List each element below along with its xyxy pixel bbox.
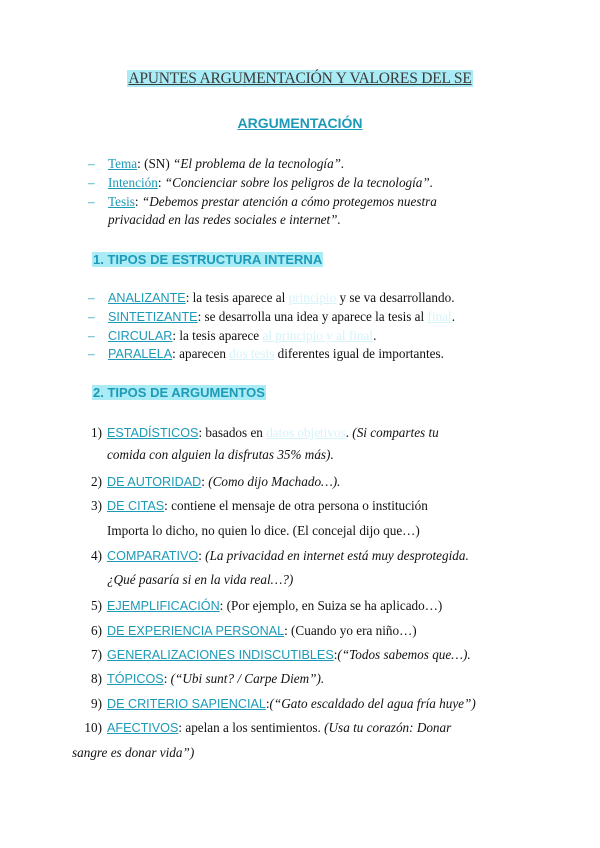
- section-heading-arguments: 2. TIPOS DE ARGUMENTOS: [93, 385, 265, 400]
- item-label: Tema: [108, 156, 138, 171]
- dash-bullet: –: [88, 328, 95, 343]
- dash-bullet: –: [88, 346, 95, 361]
- item-label: Tesis: [108, 194, 135, 209]
- dash-bullet: –: [88, 309, 95, 324]
- dash-bullet: –: [88, 156, 95, 171]
- document-title: APUNTES ARGUMENTACIÓN Y VALORES DEL SE: [128, 70, 472, 87]
- subtitle: ARGUMENTACIÓN: [237, 115, 363, 131]
- section-heading-structure: 1. TIPOS DE ESTRUCTURA INTERNA: [93, 252, 323, 267]
- dash-bullet: –: [88, 175, 95, 190]
- dash-bullet: –: [88, 194, 95, 209]
- document-page: APUNTES ARGUMENTACIÓN Y VALORES DEL SE ARGUMENTACIÓN – Tema: (SN) “El problema de la tecnología”. – Intención: “Concienciar sobre los peligros de la tecnología”. – Tesis: “Debemos prestar atención a cómo protegemos nuestra privacidad en las redes sociales e internet”. 1. TIPOS DE ESTRUCTURA INTERNA – ANALIZANTE: la tesis aparece al principio y se va desarrollando. – SINTETIZANTE: se desarrolla una idea y aparece la tesis al final. – CIRCULAR: la tesis aparece al principio y al final. – PARALELA: aparecen dos tesis diferentes igual de importantes. 2. TIPOS DE ARGUMENTOS 1) ESTADÍSTICOS: basados en datos objetivos. (Si compartes tu comida con alguien la disfrutas 35% más). 2) DE AUTORIDAD: (Como dijo Machado…). 3) DE CITAS: contiene el mensaje de otra persona o institución Importa lo dicho, no quien lo dice. (El concejal dijo que…) 4) COMPARATIVO: (La privacidad en internet está muy desprotegida. ¿Qué pasaría si en la vida real…?) 5) EJEMPLIFICACIÓN: (Por ejemplo, en Suiza se ha aplicado…) 6) DE EXPERIENCIA PERSONAL: (Cuando yo era niño…) 7) GENERALIZACIONES INDISCUTIBLES:(“Todos sabemos que…). 8) TÓPICOS: (“Ubi sunt? / Carpe Diem”). 9) DE CRITERIO SAPIENCIAL:(“Gato escaldado del agua fría huye”) 10) AFECTIVOS: apelan a los sentimientos. (Usa tu corazón: Donar sangre es donar vida”): [0, 0, 600, 848]
- item-label: Intención: [108, 175, 158, 190]
- dash-bullet: –: [88, 290, 95, 305]
